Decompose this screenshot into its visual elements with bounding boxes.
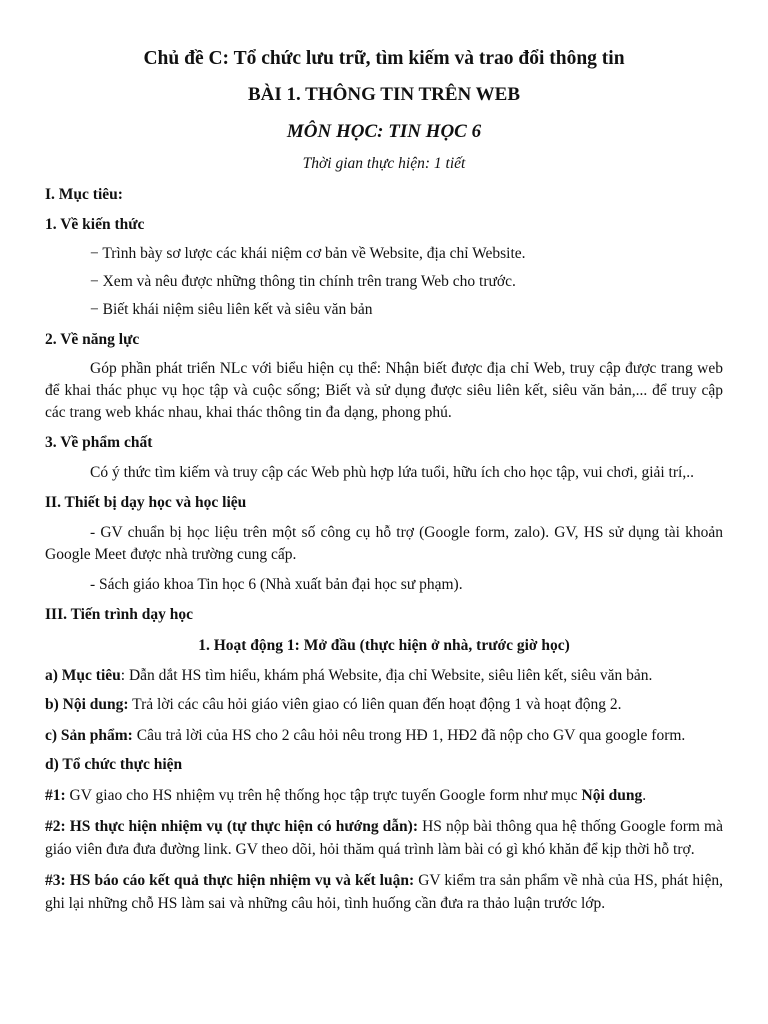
step-3-text: GV kiểm tra sản phẩm về nhà của HS, phát hiện, ghi lại những chỗ HS làm sai và những câu hỏi, tình huống cần đưa ra thảo luận trước lớp. [45, 872, 723, 912]
step-1 [45, 785, 723, 807]
step-1-end: . [642, 787, 647, 804]
item-a [45, 665, 723, 687]
item-b-label: b) Nội dung: [45, 696, 129, 713]
item-c [45, 725, 723, 747]
activity-heading: 1. Hoạt động 1: Mở đầu (thực hiện ở nhà, trước giờ học) [198, 637, 570, 654]
step-2-label: #2: HS thực hiện nhiệm vụ (tự thực hiện có hướng dẫn): [45, 818, 418, 835]
step-1-label: #1: [45, 787, 66, 804]
knowledge-item: − Xem và nêu được những thông tin chính trên trang Web cho trước. [90, 273, 516, 290]
item-d-heading: d) Tổ chức thực hiện [45, 756, 183, 773]
step-2 [45, 815, 723, 861]
step-3-label: #3: HS báo cáo kết quả thực hiện nhiệm vụ và kết luận: [45, 872, 415, 889]
duration-line: Thời gian thực hiện: 1 tiết [302, 155, 466, 172]
quality-paragraph: Có ý thức tìm kiếm và truy cập các Web phù hợp lứa tuổi, hữu ích cho học tập, vui chơi, giải trí,.. [90, 464, 694, 481]
lesson-title: BÀI 1. THÔNG TIN TRÊN WEB [247, 84, 521, 105]
item-b-text: Trả lời các câu hỏi giáo viên giao có liên quan đến hoạt động 1 và hoạt động 2. [128, 696, 622, 713]
item-b [45, 694, 723, 716]
section-1-heading: I. Mục tiêu: [45, 186, 123, 203]
step-3 [45, 869, 723, 915]
topic-title: Chủ đề C: Tổ chức lưu trữ, tìm kiếm và trao đổi thông tin [143, 48, 625, 69]
ability-paragraph: Góp phần phát triển NLc với biểu hiện cụ thể: Nhận biết được địa chỉ Web, truy cập được trang web để khai thác phục vụ học tập và cuộc sống; Biết và sử dụng được siêu liên kết, siêu văn bản,... để truy cập các trang web khác nhau, khai thác thông tin đa dạng, phong phú. [45, 360, 723, 421]
subject-title: MÔN HỌC: TIN HỌC 6 [286, 121, 482, 142]
knowledge-item: − Biết khái niệm siêu liên kết và siêu văn bản [90, 301, 373, 318]
item-c-label: c) Sản phẩm: [45, 727, 133, 744]
item-a-text: : Dẫn dắt HS tìm hiểu, khám phá Website, địa chỉ Website, siêu liên kết, siêu văn bản. [120, 667, 653, 684]
quality-heading: 3. Về phẩm chất [45, 434, 153, 451]
knowledge-heading: 1. Về kiến thức [45, 216, 145, 233]
section-3-heading: III. Tiến trình dạy học [45, 606, 194, 623]
equipment-paragraph-2: - Sách giáo khoa Tin học 6 (Nhà xuất bản đại học sư phạm). [90, 576, 463, 593]
step-1-text: GV giao cho HS nhiệm vụ trên hệ thống học tập trực tuyến Google form như mục [65, 787, 582, 804]
ability-heading: 2. Về năng lực [45, 331, 140, 348]
step-2-text: HS nộp bài thông qua hệ thống Google form mà giáo viên đưa đưa đường link. GV theo dõi, hỏi thăm quá trình làm bài có gì khó khăn để kịp thời hỗ trợ. [45, 818, 723, 858]
step-1-bold: Nội dung [581, 787, 643, 804]
equipment-paragraph-1: - GV chuẩn bị học liệu trên một số công cụ hỗ trợ (Google form, zalo). GV, HS sử dụng tài khoản Google Meet được nhà trường cung cấp. [45, 524, 723, 563]
knowledge-item: − Trình bày sơ lược các khái niệm cơ bản về Website, địa chỉ Website. [90, 245, 526, 262]
item-a-label: a) Mục tiêu [45, 667, 121, 684]
section-2-heading: II. Thiết bị dạy học và học liệu [45, 494, 247, 511]
item-c-text: Câu trả lời của HS cho 2 câu hỏi nêu trong HĐ 1, HĐ2 đã nộp cho GV qua google form. [132, 727, 686, 744]
